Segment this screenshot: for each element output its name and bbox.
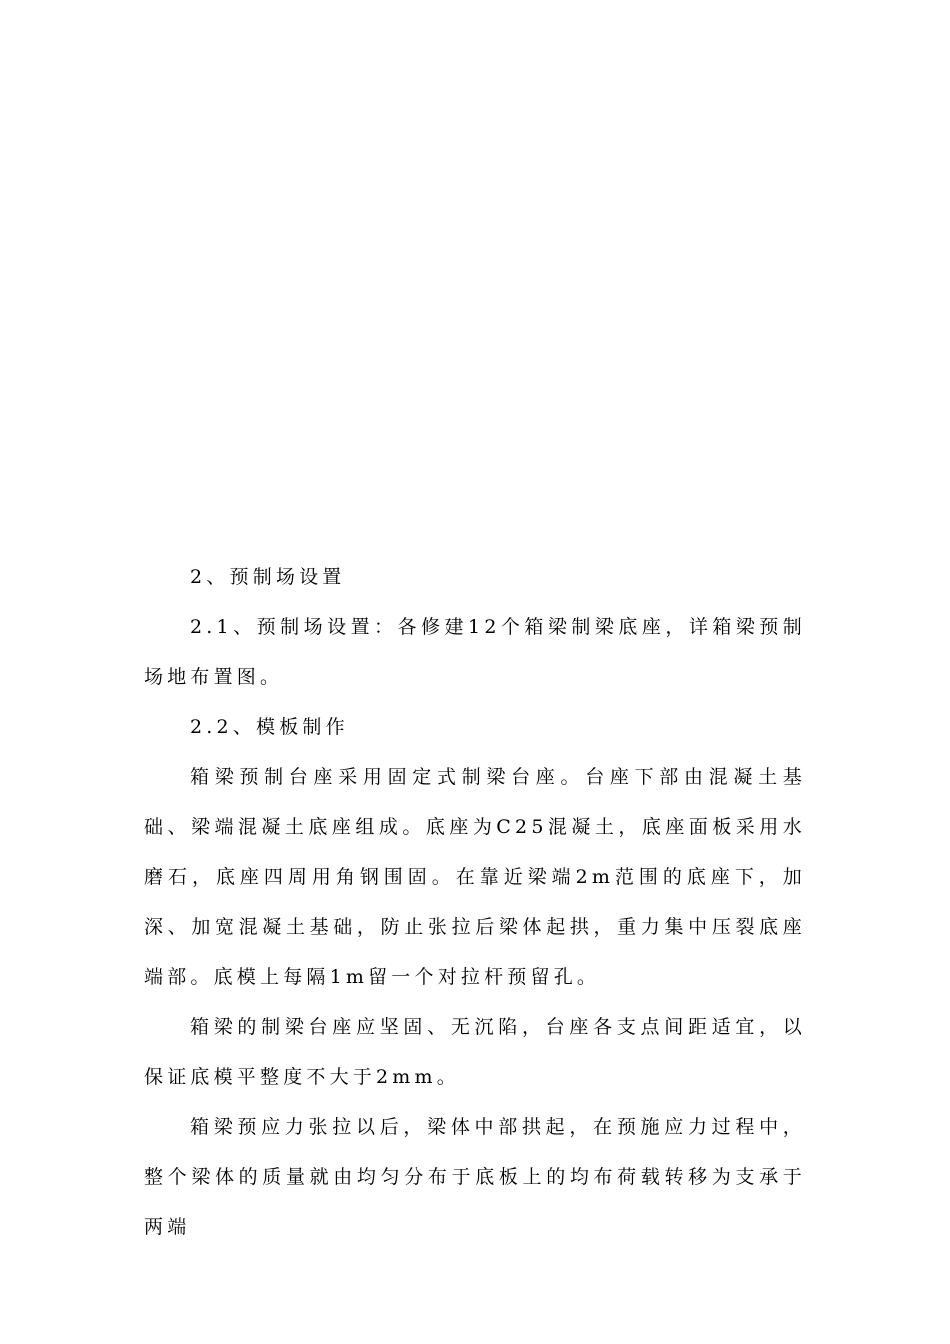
section-heading-2-2: 2.2、模板制作 [190,716,349,738]
section-heading-2: 2、预制场设置 [190,566,346,588]
paragraph-base-structure: 箱梁预制台座采用固定式制梁台座。台座下部由混凝土基础、梁端混凝土底座组成。底座为C25混凝土，底座面板采用水磨石，底座四周用角钢围固。在靠近梁端2m范围的底座下，加深、加宽混凝土基础，防止张拉后梁体起拱，重力集中压裂底座端部。底模上每隔1m留一个对拉杆预留孔。 [144,766,806,988]
paragraph-base-flatness: 箱梁的制梁台座应坚固、无沉陷，台座各支点间距适宜，以保证底模平整度不大于2mm。 [144,1016,806,1088]
paragraph-prestress: 箱梁预应力张拉以后，梁体中部拱起，在预施应力过程中，整个梁体的质量就由均匀分布于底板上的均布荷载转移为支承于两端 [144,1116,806,1238]
document-body [144,552,806,1252]
paragraph-2-1: 2.1、预制场设置：各修建12个箱梁制梁底座，详箱梁预制场地布置图。 [144,616,806,688]
